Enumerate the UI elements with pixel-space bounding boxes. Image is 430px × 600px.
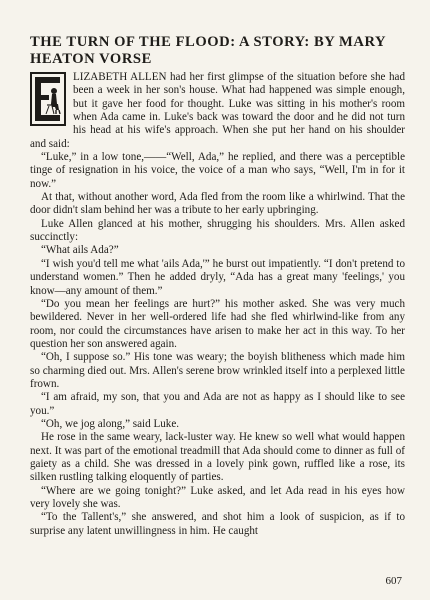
paragraph: “Oh, I suppose so.” His tone was weary; the boyish blitheness which made him so charming died out. Mrs. Allen's serene brow wrinkled itself into a perplexed little frown. <box>30 351 405 390</box>
paragraph: “I am afraid, my son, that you and Ada are not as happy as I should like to see you.” <box>30 391 405 417</box>
paragraph: “Where are we going tonight?” Luke asked, and let Ada read in his eyes how very lovely she was. <box>30 484 405 510</box>
paragraph: He rose in the same weary, lack-luster way. He knew so well what would happen next. It was part of the emotional treadmill that Ada should come to dinner as full of gaiety as a child. She was dressed in a lovely pink gown, ruffled like a rose, its silken rustling talking eloquently of parties. <box>30 431 405 484</box>
paragraph: “Luke,” in a low tone,——“Well, Ada,” he replied, and there was a perceptible tinge of resignation in his voice, the voice of a man who says, “Well, I'm in for it now.” <box>30 151 405 190</box>
article-body <box>30 71 405 538</box>
paragraph: “Do you mean her feelings are hurt?” his mother asked. She was very much bewildered. Never in her well-ordered life had she fled whirlwind-like from any room, nor could the circumstances have arisen to make her act in this way. To her question her son answered again. <box>30 297 405 350</box>
paragraph: LIZABETH ALLEN had her first glimpse of the situation before she had been a week in her son's house. What had happened was simple enough, but it gave her food for thought. Luke was sitting in his mother's room when Ada came in. Luke's back was toward the door and he did not turn his head at his wife's approach. When she put her hand on his shoulder and said: <box>30 71 405 150</box>
paragraph: At that, without another word, Ada fled from the room like a whirlwind. That the door didn't slam behind her was a tribute to her early upbringing. <box>30 191 405 217</box>
paragraph: “To the Tallent's,” she answered, and shot him a look of suspicion, as if to surprise any latent unwillingness in him. He caught <box>30 511 405 537</box>
dropcap-figure-icon <box>32 74 64 124</box>
article <box>30 34 405 538</box>
article-title: THE TURN OF THE FLOOD: A STORY: BY MARY HEATON VORSE <box>30 34 386 67</box>
dropcap-e-illustration <box>30 72 66 126</box>
paragraph: “Oh, we jog along,” said Luke. <box>41 417 180 430</box>
paragraph: “I wish you'd tell me what 'ails Ada,'” he burst out impatiently. “I don't pretend to understand women.” Then he added dryly, “Ada has a great many 'feelings,' you know—any amount of them.” <box>30 257 405 297</box>
paragraph: Luke Allen glanced at his mother, shrugging his shoulders. Mrs. Allen asked succinctly: <box>30 217 405 244</box>
paragraph: “What ails Ada?” <box>41 244 119 257</box>
page-number: 607 <box>385 575 402 587</box>
